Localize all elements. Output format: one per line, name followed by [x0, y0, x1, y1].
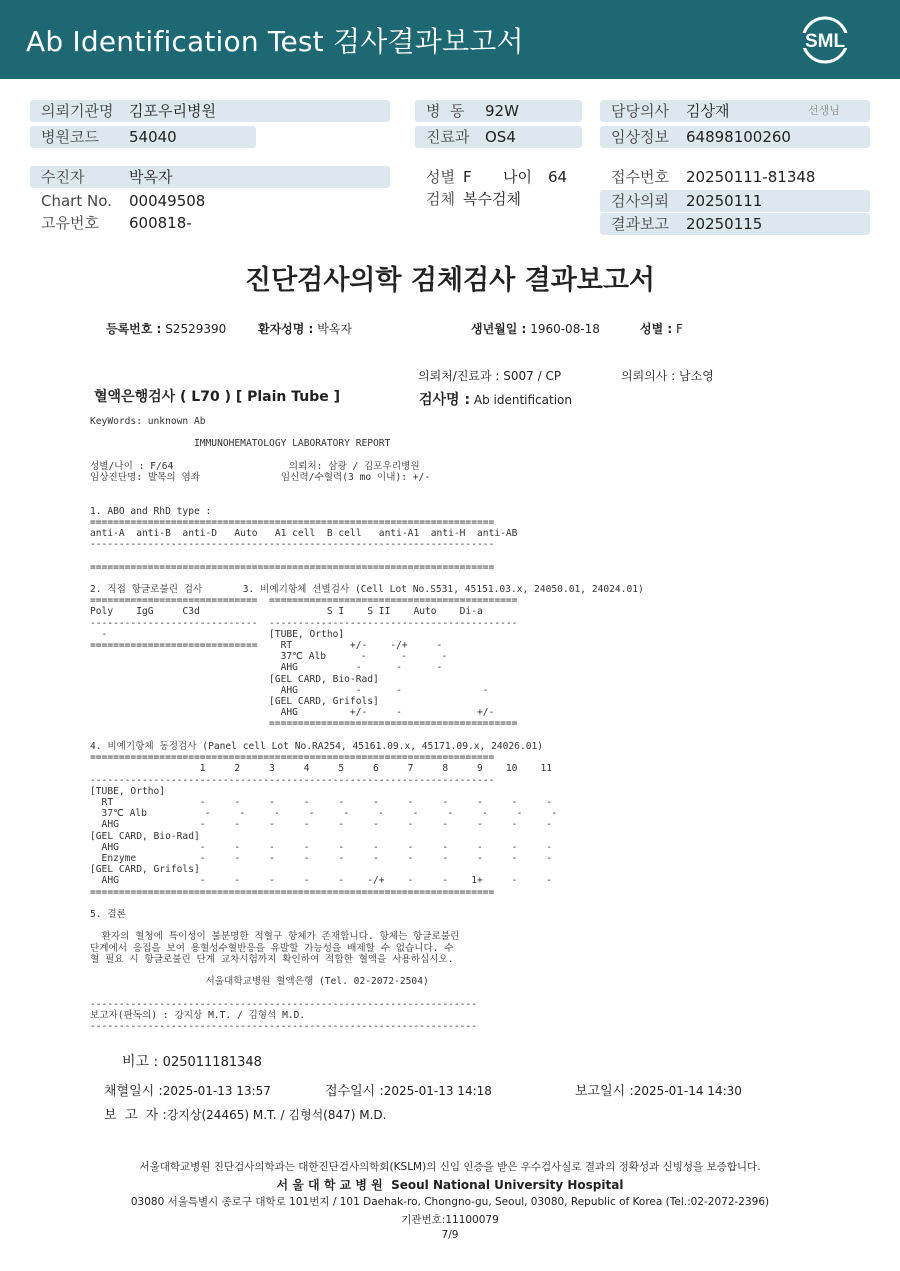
test-name-line: [419, 389, 572, 409]
reportdt-value: 2025-01-14 14:30: [633, 1084, 742, 1098]
clinical-field: [600, 126, 870, 148]
receive-value: 2025-01-13 14:18: [383, 1084, 492, 1098]
report-line: Poly IgG C3d S I S II Auto Di-a: [90, 606, 483, 618]
request-field: [600, 190, 870, 212]
hospital-code-value: 54040: [129, 128, 177, 146]
report-line: 단계에서 응집을 보여 용혈성수혈반응을 유발할 가능성을 배제할 수 없습니다. 수: [90, 942, 454, 954]
request-value: 20250111: [686, 192, 763, 210]
institution-field: [30, 100, 390, 122]
dept-field: [415, 126, 582, 148]
dept-value: OS4: [485, 128, 516, 146]
report-line: ======================================================================: [90, 886, 495, 898]
report-line: [90, 550, 644, 561]
reporter-value: 강지상(24465) M.T. / 김형석(847) M.D.: [166, 1108, 387, 1122]
note-label: 비고 :: [122, 1054, 159, 1070]
sex-value: F: [463, 168, 472, 186]
reg-label: 등록번호 :: [106, 322, 162, 336]
reporter-line: [104, 1104, 387, 1123]
institution-label: 의뢰기관명: [41, 102, 114, 120]
age-label: 나이: [503, 168, 532, 186]
footer-address: 03080 서울특별시 종로구 대학로 101번지 / 101 Daehak-ro, Chongno-gu, Seoul, 03080, Republic of Korea (Tel.:02-2072-2396): [130, 1196, 770, 1208]
report-line: [GEL CARD, Bio-Rad]: [90, 830, 200, 842]
report-line: ======================================================================: [90, 752, 495, 764]
report-line: 4. 비예기항체 동정검사 (Panel cell Lot No.RA254, 45161.09.x, 45171.09.x, 24026.01): [90, 740, 544, 752]
note-value: 025011181348: [162, 1055, 262, 1070]
receive-line: [325, 1080, 492, 1099]
report-line: [90, 427, 644, 438]
report-line: RT - - - - - - - - - - -: [90, 796, 553, 808]
uid-label: 고유번호: [41, 214, 99, 232]
doc-sex-label: 성별 :: [640, 322, 673, 336]
report-line: 37℃ Alb - - -: [90, 651, 448, 663]
report-line: AHG - - - - - - - - - - -: [90, 819, 553, 831]
lab-report-body: [90, 416, 644, 1032]
chart-value: 00049508: [129, 192, 206, 210]
sex-label: 성별: [426, 168, 455, 186]
header-bar: [0, 0, 900, 79]
dob-line: [471, 320, 600, 337]
reg-value: S2529390: [165, 322, 227, 336]
report-line: [GEL CARD, Bio-Rad]: [90, 673, 379, 685]
report-line: AHG - - -: [90, 684, 489, 696]
footer-institution-no: 기관번호:11100079: [401, 1214, 499, 1226]
dob-value: 1960-08-18: [530, 322, 600, 336]
ward-value: 92W: [485, 102, 519, 120]
report-line: [GEL CARD, Grifols]: [90, 696, 379, 708]
report-line: ============================= RT +/- -/+ -: [90, 640, 443, 652]
doc-title: 진단검사의학 검체검사 결과보고서: [244, 265, 656, 296]
report-line: AHG - - - - - - - - - - -: [90, 841, 553, 853]
report-line: [90, 450, 644, 461]
report-line: 환자의 혈청에 특이성이 불분명한 적혈구 항체가 존재합니다. 항체는 항글로불린: [90, 931, 460, 943]
report-label: 결과보고: [611, 215, 669, 233]
test-group: 혈액은행검사 ( L70 ) [ Plain Tube ]: [94, 389, 341, 405]
dept-label: 진료과: [426, 128, 470, 146]
report-line: [90, 483, 644, 494]
receipt-value: 20250111-81348: [686, 168, 816, 186]
report-line: 5. 결론: [90, 908, 126, 920]
reporter-label: 보 고 자 :: [104, 1108, 167, 1123]
report-line: [90, 987, 644, 998]
report-line: 1. ABO and RhD type :: [90, 505, 212, 517]
pname-label: 환자성명 :: [258, 322, 314, 336]
report-line: anti-A anti-B anti-D Auto A1 cell B cell anti-A1 anti-H anti-AB: [90, 528, 518, 540]
chart-field: [30, 190, 390, 212]
note-line: [122, 1051, 262, 1071]
refdept: 의뢰처/진료과 : S007 / CP: [418, 369, 562, 383]
report-line: AHG - - - - - -/+ - - 1+ - -: [90, 875, 553, 887]
clinical-value: 64898100260: [686, 128, 791, 146]
collect-value: 2025-01-13 13:57: [162, 1084, 271, 1098]
age-value: 64: [548, 168, 568, 186]
doctor-value: 김상재: [686, 102, 730, 120]
doc-sex-value: F: [676, 322, 683, 336]
pname-line: [258, 320, 352, 337]
sml-logo: [798, 13, 852, 67]
report-field: [600, 213, 870, 235]
collect-line: [104, 1080, 271, 1099]
report-line: 서울대학교병원 혈액은행 (Tel. 02-2072-2504): [90, 976, 429, 988]
ward-label: 병 동: [426, 102, 465, 120]
report-value: 20250115: [686, 215, 763, 233]
report-line: 37℃ Alb - - - - - - - - - - -: [90, 808, 558, 820]
specimen-field: [415, 188, 595, 210]
report-line: [TUBE, Ortho]: [90, 785, 166, 797]
report-line: 보고자(판독의) : 강지상 M.T. / 김형석 M.D.: [90, 1009, 306, 1021]
report-line: [GEL CARD, Grifols]: [90, 864, 200, 876]
report-line: [90, 573, 644, 584]
patient-value: 박옥자: [129, 168, 173, 186]
receipt-label: 접수번호: [611, 168, 669, 186]
request-label: 검사의뢰: [611, 192, 669, 210]
receive-label: 접수일시 :: [325, 1084, 384, 1099]
report-line: -------------------------------------------------------------------: [90, 1020, 477, 1032]
report-line: 성별/나이 : F/64 의뢰처: 삼광 / 김포우리병원: [90, 460, 420, 472]
report-line: [90, 920, 644, 931]
report-line: AHG +/- - +/-: [90, 707, 495, 719]
receipt-field: [600, 166, 870, 188]
report-line: [90, 965, 644, 976]
reportdt-line: [575, 1080, 742, 1099]
report-line: 1 2 3 4 5 6 7 8 9 10 11: [90, 763, 553, 775]
report-line: 임상진단명: 발목의 염좌 임신력/수혈력(3 mo 이내): +/-: [90, 472, 431, 484]
doc-sex-line: [640, 320, 683, 337]
uid-value: 600818-: [129, 214, 192, 232]
report-line: -------------------------------------------------------------------: [90, 998, 477, 1010]
doctor-field: [600, 100, 870, 122]
report-line: ----------------------------------------------------------------------: [90, 774, 495, 786]
reportdt-label: 보고일시 :: [575, 1084, 634, 1099]
report-line: ======================================================================: [90, 516, 495, 528]
sex-age-field: [415, 166, 595, 188]
page-number: 7/9: [441, 1229, 459, 1241]
report-line: [90, 898, 644, 909]
hospital-code-label: 병원코드: [41, 128, 99, 146]
report-line: 2. 직접 항글로불린 검사 3. 비예기항체 선별검사 (Cell Lot No.S531, 45151.03.x, 24050.01, 24024.01): [90, 584, 644, 596]
footer-hospital: 서 울 대 학 교 병 원 Seoul National University Hospital: [276, 1178, 624, 1192]
logo-text: SML: [804, 31, 846, 52]
report-line: IMMUNOHEMATOLOGY LABORATORY REPORT: [90, 438, 391, 450]
report-line: 혈 필요 시 항글로불린 단계 교차시험까지 확인하여 적합한 혈액을 사용하십시오.: [90, 953, 454, 965]
ward-field: [415, 100, 582, 122]
refdoc: 의뢰의사 : 남소영: [621, 369, 714, 383]
clinical-label: 임상정보: [611, 128, 669, 146]
report-line: KeyWords: unknown Ab: [90, 416, 206, 427]
report-line: AHG - - -: [90, 662, 443, 674]
patient-field: [30, 166, 390, 188]
report-line: ===========================================: [90, 718, 518, 730]
report-line: [90, 730, 644, 741]
collect-label: 채혈일시 :: [104, 1084, 163, 1099]
report-line: ============================= ===========================================: [90, 595, 518, 607]
specimen-label: 검체: [426, 190, 455, 208]
patient-label: 수진자: [41, 168, 85, 186]
uid-field: [30, 212, 390, 234]
test-name-value: Ab identification: [473, 393, 572, 407]
report-line: ----------------------------------------------------------------------: [90, 539, 495, 551]
test-name-label: 검사명 :: [419, 392, 471, 408]
dob-label: 생년월일 :: [471, 322, 527, 336]
hospital-code-field: [30, 126, 256, 148]
doctor-suffix: 선생님: [808, 104, 840, 117]
reg-line: [106, 320, 226, 337]
footer-certification: 서울대학교병원 진단검사의학과는 대한진단검사의학회(KSLM)의 신임 인증을 받은 우수검사실로 결과의 정확성과 신빙성을 보증합니다.: [139, 1161, 761, 1173]
specimen-value: 복수검체: [463, 190, 521, 208]
report-line: ======================================================================: [90, 561, 495, 573]
pname-value: 박옥자: [317, 322, 352, 336]
report-line: Enzyme - - - - - - - - - - -: [90, 852, 553, 864]
page-title: Ab Identification Test 검사결과보고서: [26, 25, 524, 58]
doctor-label: 담당의사: [611, 102, 669, 120]
report-line: [90, 494, 644, 505]
report-line: - [TUBE, Ortho]: [90, 628, 345, 640]
report-line: ----------------------------- -------------------------------------------: [90, 617, 518, 629]
institution-value: 김포우리병원: [129, 102, 216, 120]
chart-label: Chart No.: [41, 192, 112, 210]
